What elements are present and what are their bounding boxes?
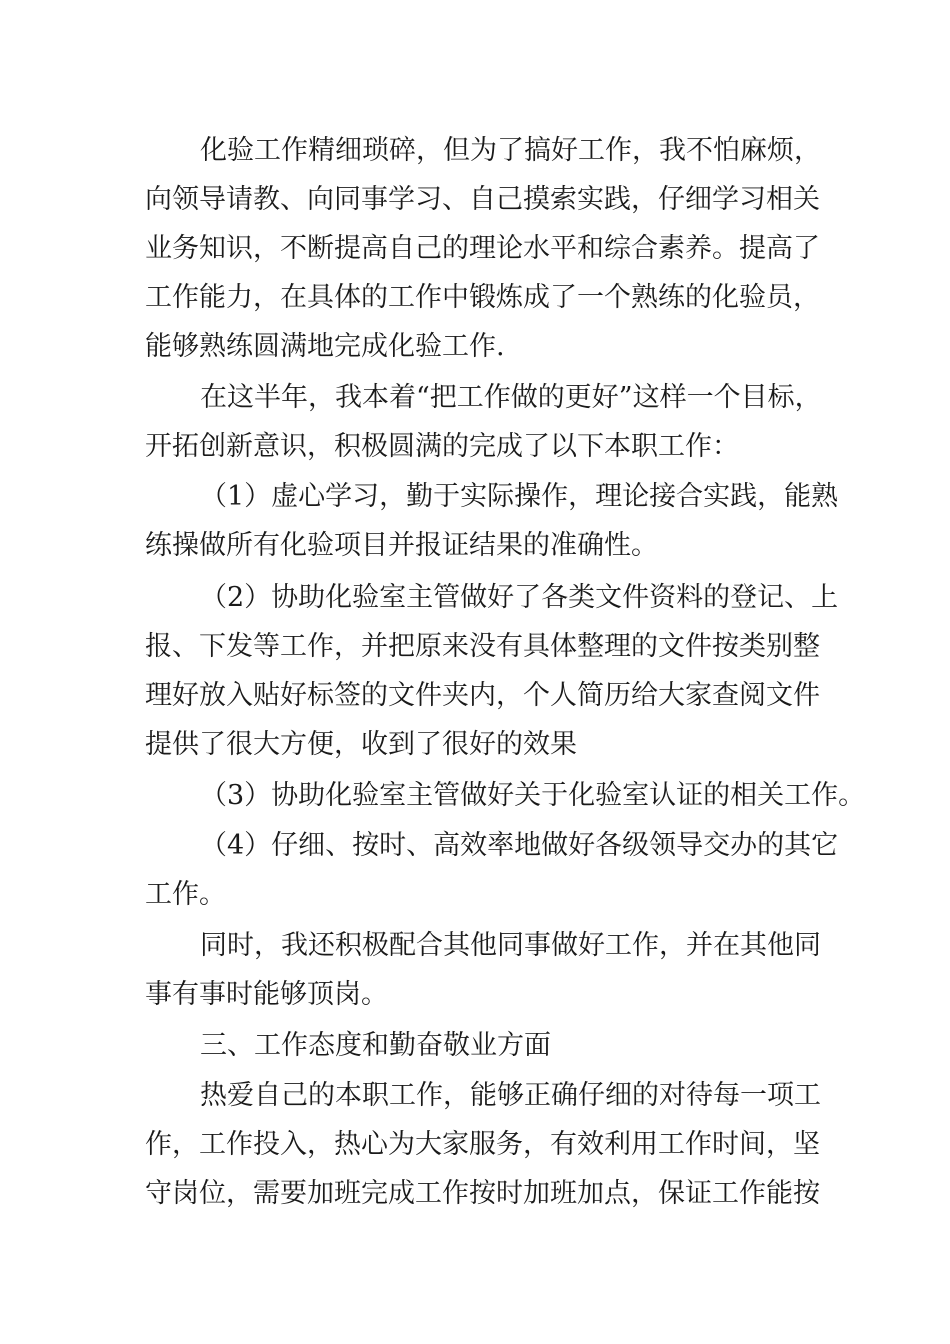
paragraph-line: 事有事时能够顶岗。	[145, 979, 388, 1010]
paragraph-line: 作，工作投入，热心为大家服务，有效利用工作时间，坚	[145, 1129, 820, 1160]
paragraph-line: 同时，我还积极配合其他同事做好工作，并在其他同	[200, 930, 821, 961]
paragraph-line: 守岗位，需要加班完成工作按时加班加点，保证工作能按	[145, 1178, 820, 1209]
list-item-line: （1）虚心学习，勤于实际操作，理论接合实践，能熟	[200, 481, 839, 512]
list-item-line: 工作。	[145, 879, 226, 910]
list-item-line: （3）协助化验室主管做好关于化验室认证的相关工作。	[200, 780, 866, 811]
paragraph-line: 业务知识，不断提高自己的理论水平和综合素养。提高了	[145, 233, 820, 264]
section-heading: 三、工作态度和勤奋敬业方面	[200, 1030, 551, 1061]
paragraph-line: 热爱自己的本职工作，能够正确仔细的对待每一项工	[200, 1080, 821, 1111]
list-item-line: 报、下发等工作，并把原来没有具体整理的文件按类别整	[145, 631, 820, 662]
list-item-line: （2）协助化验室主管做好了各类文件资料的登记、上	[200, 582, 839, 613]
list-item-line: 练操做所有化验项目并报证结果的准确性。	[145, 530, 658, 561]
paragraph-line: 能够熟练圆满地完成化验工作.	[145, 331, 505, 362]
list-item-line: 理好放入贴好标签的文件夹内，个人简历给大家查阅文件	[145, 680, 820, 711]
list-item-line: 提供了很大方便，收到了很好的效果	[145, 729, 577, 760]
paragraph-line: 开拓创新意识，积极圆满的完成了以下本职工作：	[145, 431, 739, 462]
paragraph-line: 化验工作精细琐碎，但为了搞好工作，我不怕麻烦，	[200, 135, 821, 166]
paragraph-line: 工作能力，在具体的工作中锻炼成了一个熟练的化验员，	[145, 282, 820, 313]
paragraph-line: 在这半年，我本着“把工作做的更好”这样一个目标，	[200, 382, 822, 413]
list-item-line: （4）仔细、按时、高效率地做好各级领导交办的其它	[200, 830, 839, 861]
paragraph-line: 向领导请教、向同事学习、自己摸索实践，仔细学习相关	[145, 184, 820, 215]
